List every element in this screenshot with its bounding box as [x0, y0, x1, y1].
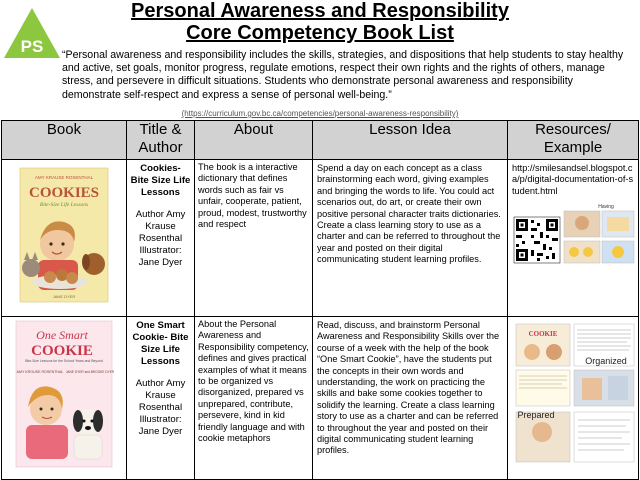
resource-collage	[512, 320, 638, 470]
resource-cookie-text: COOKIE	[528, 330, 558, 338]
lesson-idea-cell: Read, discuss, and brainstorm Personal Awareness and Responsibility Skills over the course of a week with the help of the book “One Smart Cookie”, have the students put the concepts in their own words and understanding, the work on practicing the skills and bake some cookies together to solidify the learning. Create a class learning story to use as a charter and can be referred to throughout the year and posted on their digital communicating student learning profiles.	[313, 317, 508, 480]
resources-cell	[508, 317, 639, 480]
source-link[interactable]: (https://curriculum.gov.bc.ca/competencies/personal-awareness-responsibility)	[181, 109, 459, 118]
title-author-cell	[127, 317, 195, 480]
header-resources: Resources/ Example	[508, 121, 639, 160]
about-cell: The book is a interactive dictionary that defines words such as fair vs unfair, cooperate, patient, proud, modest, trustworthy and respect	[195, 160, 313, 317]
page-title: Personal Awareness and Responsibility	[131, 0, 509, 22]
book-author: Author Amy Krause Rosenthal Illustrator: Jane Dyer	[135, 378, 186, 437]
cookies-book-cover	[2, 160, 125, 308]
resource-image-label: Having	[598, 204, 614, 211]
prepared-label: Prepared	[517, 410, 555, 420]
book-title: One Smart Cookie- Bite Size Life Lessons	[132, 320, 189, 367]
header-lesson-idea: Lesson Idea	[313, 121, 508, 160]
title-author-cell	[127, 160, 195, 317]
book-author: Author Amy Krause Rosenthal Illustrator: Jane Dyer	[135, 209, 186, 268]
lesson-idea-cell: Spend a day on each concept as a class brainstorming each word, giving examples and bringing the words to life. You could act scenarios out, do art, or create their own positive personal character traits dictionaries. Create a class learning story to use as a charter and can be referred to throughout the year and posted on their digital communicating student learning profiles.	[313, 160, 508, 317]
book-cover-cell	[2, 160, 127, 317]
cover-title-line1: One Smart	[36, 328, 88, 342]
cover-illustrator: JANE DYER and BROOKE DYER	[65, 370, 115, 374]
book-title: Cookies- Bite Size Life Lessons	[130, 163, 191, 198]
cover-title-text: COOKIES	[28, 185, 100, 201]
header-about: About	[195, 121, 313, 160]
cover-subtitle-text: Bite-Size Life Lessons	[39, 202, 89, 208]
one-smart-cookie-book-cover	[2, 317, 125, 471]
header-book: Book	[2, 121, 127, 160]
book-cover-cell	[2, 317, 127, 480]
about-cell: About the Personal Awareness and Responsibility competency, defines and gives practical examples of what it means to be organized vs disorganized, prepared vs unprepared, contribute, persevere, kind in kid friendly language and with cookie metaphors	[195, 317, 313, 480]
book-table	[1, 120, 639, 480]
cover-subtitle: Bite-Size Lessons for the School Years and Beyond	[25, 359, 103, 363]
cover-title-line2: COOKIE	[31, 343, 93, 359]
logo-text: PS	[20, 37, 44, 56]
table-header-row	[2, 121, 639, 160]
definition-quote: “Personal awareness and responsibility includes the skills, strategies, and dispositions that help students to stay healthy and active, set goals, monitor progress, regulate emotions, respect their own rights and the rights of others, manage stress, and persevere in difficult situations. Students who demonstrate personal awareness and responsibility demonstrate self-respect and express a sense of personal well-being.”	[62, 49, 624, 101]
cover-author: AMY KROUSE ROSENTHAL	[16, 370, 64, 374]
cover-author-text: AMY KRAUSE ROSENTHAL	[34, 175, 94, 180]
cover-illustrator-text: JANE DYER	[52, 294, 76, 299]
qr-and-photos	[512, 201, 636, 287]
resources-cell	[508, 160, 639, 317]
resource-link[interactable]: http://smilesandsel.blogspot.ca/p/digital-documentation-of-student.html	[512, 163, 634, 196]
table-row	[2, 160, 639, 317]
page-subtitle: Core Competency Book List	[186, 22, 454, 44]
organized-label: Organized	[585, 356, 627, 366]
table-row	[2, 317, 639, 480]
header-title-author: Title & Author	[127, 121, 195, 160]
